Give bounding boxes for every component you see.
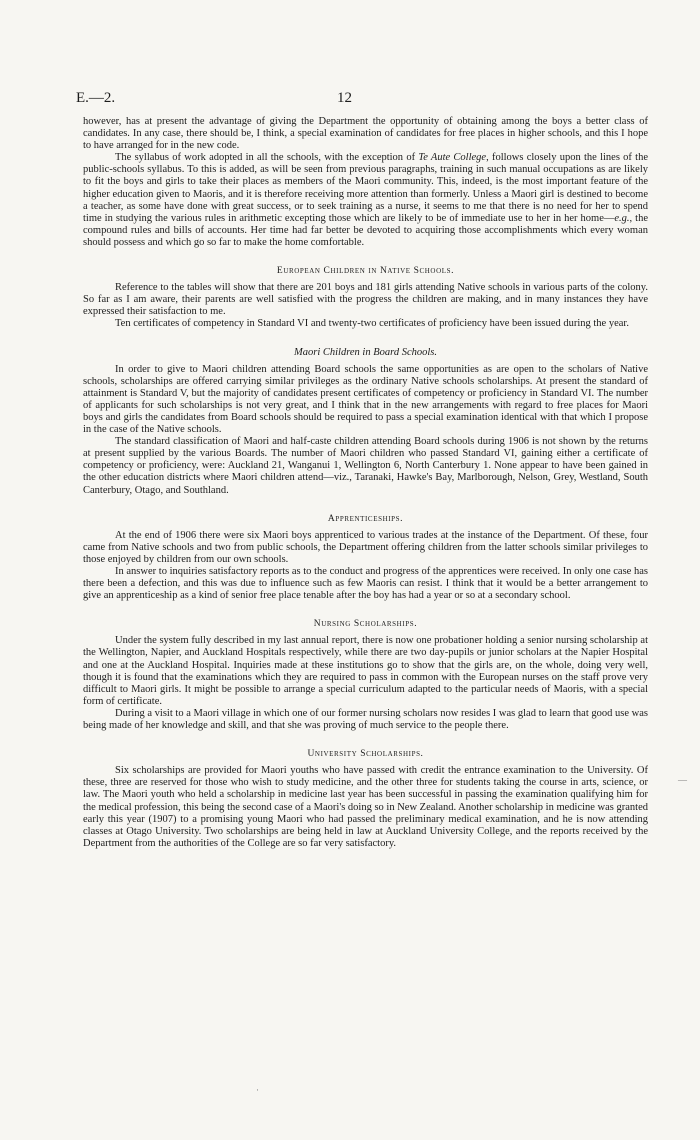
intro-p2-part-a: The syllabus of work adopted in all the schools, with the exception of — [115, 152, 419, 164]
section-university-scholarships — [83, 748, 648, 850]
intro-paragraph-2 — [83, 152, 648, 249]
section-paragraph: Ten certificates of competency in Standard VI and twenty-two certificates of proficiency have been issued during the year. — [115, 318, 629, 330]
section-nursing-scholarships — [83, 618, 648, 732]
section-paragraph: The standard classification of Maori and half-caste children attending Board schools during 1906 is not shown by the returns at present supplied by the various Boards. The number of Maori children who passed Standard VI, gaining either a certificate of competency or proficiency, were: Auckland 21, Wanganui 1, Wellington 6, North Canterbury 1. None appear to have been gained in the other education districts where Maori children attend—viz., Taranaki, Hawke's Bay, Marlborough, Nelson, Grey, Westland, South Canterbury, Otago, and Southland. — [83, 436, 648, 496]
intro-paragraph-1: however, has at present the advantage of giving the Department the opportunity of obtaining among the boys a better class of candidates. In any case, there should be, I think, a special examination of candidates for free places in higher schools, and this I hope to have arranged for in the new code. — [83, 116, 648, 152]
section-title: Nursing Scholarships. — [313, 619, 418, 630]
section-title: European Children in Native Schools. — [276, 266, 455, 277]
margin-mark: — — [678, 775, 687, 785]
report-reference: E.—2. — [76, 90, 116, 106]
eg-abbrev: e.g. — [614, 212, 630, 224]
college-name: Te Aute College — [418, 152, 487, 164]
page-number: 12 — [337, 90, 352, 106]
section-paragraph: Under the system fully described in my last annual report, there is now one probationer holding a senior nursing scholarship at the Wellington, Napier, and Auckland Hospitals respectively, while there are two day-pupils or junior scholars at the Napier Hospital and one at the Auckland Hospital. Inquiries made at these institutions go to show that the girls are, on the whole, doing very well, though it is found that the examinations which they are required to pass in common with the European nurses on the staff prove very difficult to Maori girls. It might be possible to arrange a special curriculum adapted to the particular needs of Maoris, with a special form of certificate. — [83, 635, 648, 707]
footer-mark: · — [256, 1085, 259, 1095]
section-apprenticeships — [83, 513, 648, 603]
section-paragraph: Six scholarships are provided for Maori youths who have passed with credit the entrance examination to the University. Of these, three are reserved for those who wish to study medicine, and the other three for students taking the course in arts, science, or law. The Maori youth who held a scholarship in medicine last year has been successful in passing the examination qualifying him for the medical profession, this being the second case of a Maori's doing so in New Zealand. Another scholarship in medicine was granted early this year (1907) to a promising young Maori who had passed the preliminary medical examination, and he is now attending classes at Otago University. Two scholarships are being held in law at Auckland University College, and the reports received by the Department from the authorities of the College are so far very satisfactory. — [83, 765, 648, 849]
section-paragraph: At the end of 1906 there were six Maori boys apprenticed to various trades at the instance of the Department. Of these, four came from Native schools and two from public schools, the Department offering children from the latter schools similar privileges to those enjoyed by children from our own schools. — [83, 529, 648, 565]
section-european-children — [83, 265, 648, 330]
section-paragraph: In order to give to Maori children attending Board schools the same opportunities as are open to the scholars of Native schools, scholarships are offered carrying similar privileges as the ordinary Native schools scholarships. At present the standard of attainment is Standard V, but the majority of candidates present certificates of competency or proficiency in Standard VI. The number of applicants for such scholarships is not very great, and I think that in the new arrangements with regard to free places for Maori boys and girls the candidates from Board schools should be required to pass a special examination identical with that which I propose in the case of the Native schools. — [83, 363, 648, 436]
section-paragraph: Reference to the tables will show that there are 201 boys and 181 girls attending Native schools in various parts of the colony. So far as I am aware, their parents are well satisfied with the progress the children are making, and in many instances they have expressed their satisfaction to me. — [83, 282, 648, 318]
section-maori-board-schools — [83, 347, 648, 497]
section-paragraph: In answer to inquiries satisfactory reports as to the conduct and progress of the apprentices were received. In only one case has there been a defection, and this was due to influence such as few Maoris can resist. I think that it would be a better arrangement to give an apprenticeship as a kind of senior free place tenable after the boy has had a year or so at a secondary school. — [83, 566, 648, 602]
section-title: Apprenticeships. — [327, 513, 404, 524]
document-body — [83, 116, 648, 850]
section-title: University Scholarships. — [307, 749, 424, 760]
intro-p2-part-c: , the compound rules and bills of accounts. Her time had far better be devoted to acquiring those accomplishments which every woman should possess and which go so far to make the home comfortable. — [83, 212, 648, 248]
intro-p2-part-b: , follows closely upon the lines of the public-schools syllabus. To this is added, as will be seen from previous paragraphs, training in such manual occupations as are likely to fit the boys and girls to take their places as members of the Maori community. This, indeed, is the most important feature of the higher education given to Maoris, and it is therefore receiving more attention than formerly. Unless a Maori girl is destined to become a teacher, as some have done with great success, or to seek training as a nurse, it seems to me that there is no need for her to spend time in studying the various rules in arithmetic excepting those which are likely to be of immediate use to her in her home— — [83, 152, 648, 224]
section-paragraph: During a visit to a Maori village in which one of our former nursing scholars now resides I was glad to learn that good use was being made of her knowledge and skill, and that she was proving of much service to the people there. — [83, 707, 648, 732]
section-title: Maori Children in Board Schools. — [293, 346, 437, 358]
